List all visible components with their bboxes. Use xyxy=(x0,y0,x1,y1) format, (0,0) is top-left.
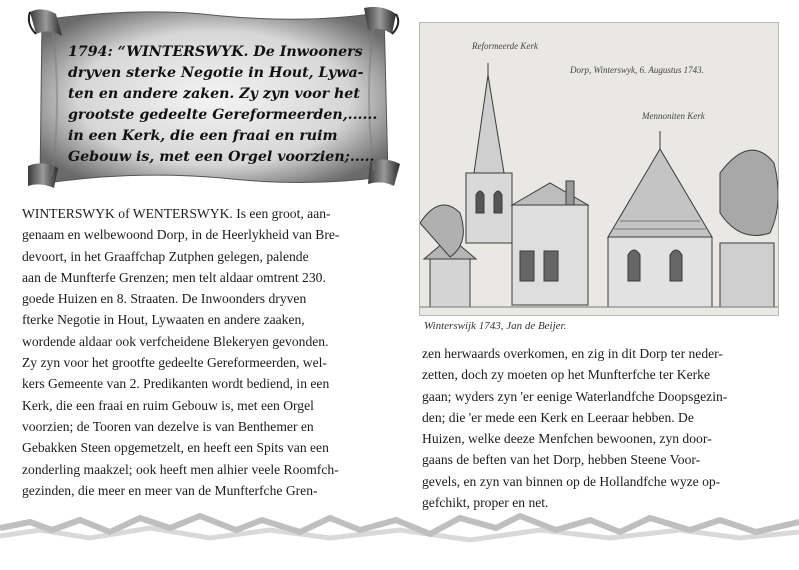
text-line: devoort, in het Graaffchap Zutphen gelegen, palende xyxy=(22,248,309,264)
text-line: gezinden, die meer en meer van de Munfterfche Gren- xyxy=(22,482,318,498)
text-line: aan de Munfterfe Grenzen; men telt aldaar omtrent 230. xyxy=(22,269,326,285)
text-line: den; die 'er mede een Kerk en Leeraar hebben. De xyxy=(422,409,694,425)
parchment-scroll xyxy=(22,6,404,190)
print-text-left xyxy=(22,203,414,501)
text-line: Gebakken Steen opgemetzelt, en heeft een Spits van een xyxy=(22,440,329,456)
text-line: voorzien; de Tooren van dezelve is van Benthemer en xyxy=(22,418,314,434)
text-line: gaans de beften van het Dorp, hebben Steene Voor- xyxy=(422,452,701,468)
scroll-quote xyxy=(68,42,380,168)
label-reformed-church: Reformeerde Kerk xyxy=(472,41,538,51)
print-text-right xyxy=(422,343,782,513)
quote-line: grootste gedeelte Gereformeerden,...... xyxy=(68,107,378,123)
text-line: zetten, doch zy moeten op het Munfterfche ter Kerke xyxy=(422,367,710,383)
text-line: gevels, en zyn van binnen op de Hollandfche wyze op- xyxy=(422,473,721,489)
quote-line: 1794: “WINTERSWYK. De Inwooners xyxy=(68,44,363,60)
torn-paper-edge xyxy=(0,508,799,570)
text-line: zen herwaards overkomen, en zig in dit Dorp ter neder- xyxy=(422,346,723,361)
text-line: wordende aldaar ook verfcheidene Blekeryen gevonden. xyxy=(22,333,329,349)
text-line: Kerk, die een fraai en ruim Gebouw is, met een Orgel xyxy=(22,397,314,413)
quote-line: in een Kerk, die een fraai en ruim xyxy=(68,128,338,144)
text-line: goede Huizen en 8. Straaten. De Inwoonders dryven xyxy=(22,291,307,307)
text-line: Zy zyn voor het grootfte gedeelte Gereformeerden, wel- xyxy=(22,355,327,371)
label-mennonite-church: Mennoniten Kerk xyxy=(642,111,705,121)
text-line: genaam en welbewoond Dorp, in de Heerlykheid van Bre- xyxy=(22,227,340,243)
label-village: Dorp, Winterswyk, 6. Augustus 1743. xyxy=(570,65,704,75)
text-line: zonderling maakzel; ook heeft men alhier veele Roomfch- xyxy=(22,461,339,477)
quote-line: Gebouw is, met een Orgel voorzien;..... xyxy=(68,149,375,165)
text-line: kers Gemeente van 2. Predikanten wordt bediend, in een xyxy=(22,376,330,392)
text-line: gaan; wyders zyn 'er eenige Waterlandfche Doopsgezin- xyxy=(422,388,728,404)
quote-line: dryven sterke Negotie in Hout, Lywa- xyxy=(68,65,364,81)
quote-line: ten en andere zaken. Zy zyn voor het xyxy=(68,86,360,102)
village-sketch xyxy=(419,22,779,316)
text-line: fterke Negotie in Hout, Lywaaten en andere zaaken, xyxy=(22,312,305,328)
text-line: Huizen, welke deeze Menfchen bewoonen, zyn door- xyxy=(422,431,712,447)
church-drawing xyxy=(420,23,778,315)
text-line: WINTERSWYK of WENTERSWYK. Is een groot, aan- xyxy=(22,206,331,221)
sketch-caption: Winterswijk 1743, Jan de Beijer. xyxy=(424,320,567,332)
text-line: gefchikt, proper en net. xyxy=(422,495,549,511)
